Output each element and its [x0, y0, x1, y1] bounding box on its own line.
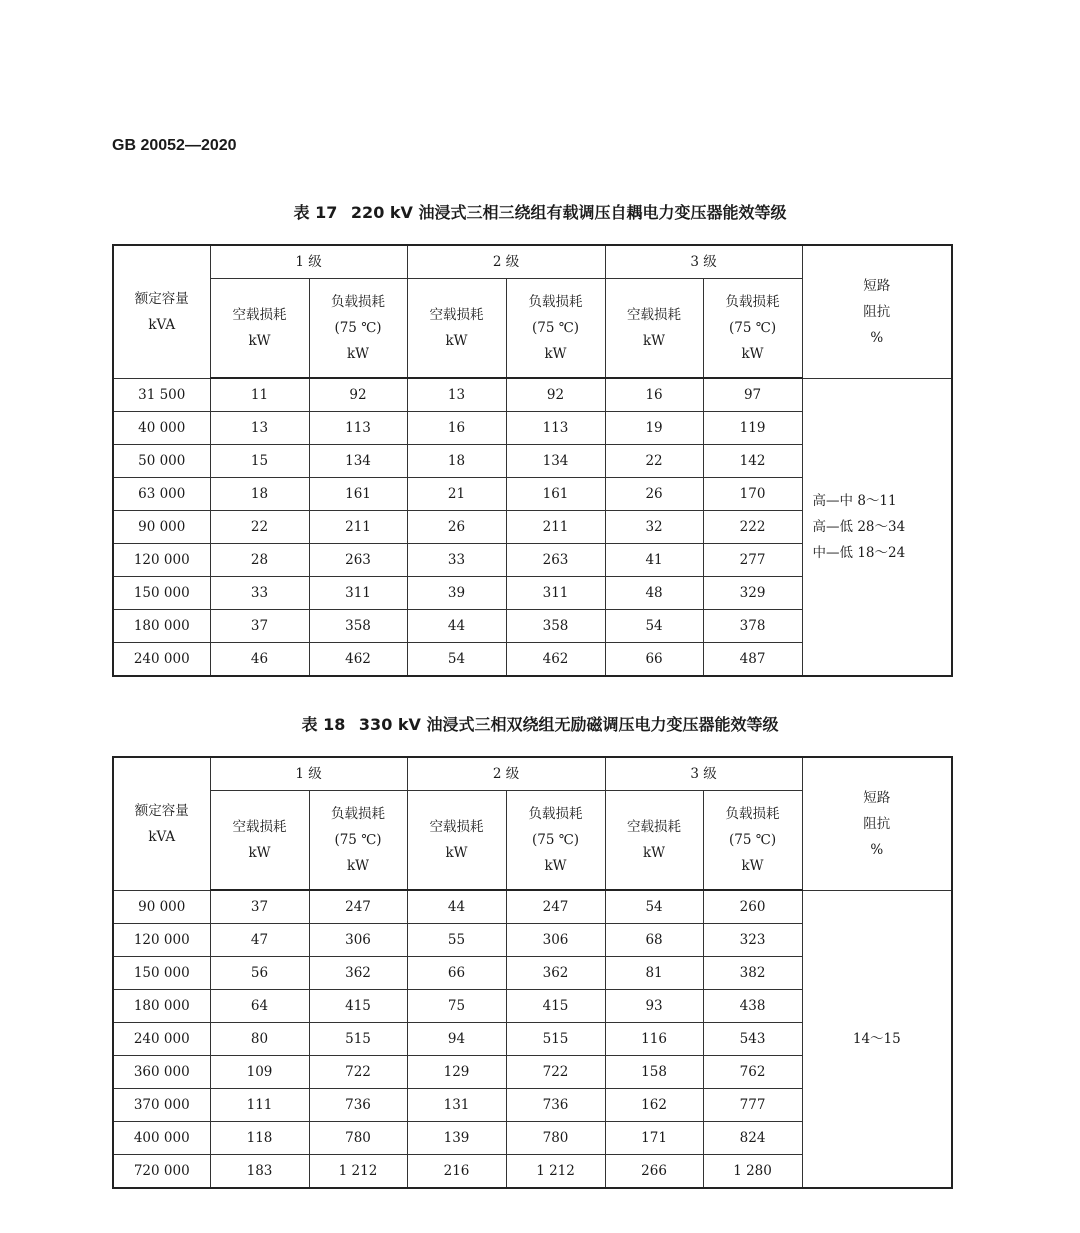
- header-line: kW: [248, 845, 271, 861]
- header-line: kW: [741, 346, 764, 362]
- table-18-caption: [0, 712, 1080, 735]
- table-cell: 97: [703, 378, 802, 412]
- table-cell: 736: [309, 1089, 407, 1122]
- table-cell: 211: [506, 511, 605, 544]
- table-cell: 37: [210, 890, 309, 924]
- table-cell: 515: [309, 1023, 407, 1056]
- table-cell: 777: [703, 1089, 802, 1122]
- header-level-row: [113, 757, 952, 791]
- table-cell: 118: [210, 1122, 309, 1155]
- header-line: 空载损耗: [429, 307, 484, 323]
- table-cell: 360 000: [113, 1056, 210, 1089]
- impedance-header: [802, 757, 952, 890]
- header-line: (75 ℃): [334, 832, 382, 848]
- table-cell: 92: [309, 378, 407, 412]
- table-cell: 18: [210, 478, 309, 511]
- table-cell: 21: [407, 478, 506, 511]
- level-header: 3 级: [605, 245, 802, 279]
- table-cell: 378: [703, 610, 802, 643]
- table-cell: 11: [210, 378, 309, 412]
- header-line: 空载损耗: [232, 819, 287, 835]
- header-line: 额定容量: [134, 290, 189, 307]
- table-cell: 247: [309, 890, 407, 924]
- table-cell: 50 000: [113, 445, 210, 478]
- no-load-loss-header: [407, 279, 506, 379]
- header-line: 负载损耗: [528, 806, 583, 822]
- header-line: (75 ℃): [334, 320, 382, 336]
- table-cell: 48: [605, 577, 703, 610]
- table-cell: 44: [407, 890, 506, 924]
- table-cell: 80: [210, 1023, 309, 1056]
- table-cell: 47: [210, 924, 309, 957]
- table-cell: 824: [703, 1122, 802, 1155]
- table-number: 表 17: [293, 203, 338, 222]
- load-loss-header: [309, 791, 407, 891]
- no-load-loss-header: [605, 791, 703, 891]
- header-line: 空载损耗: [429, 819, 484, 835]
- capacity-header: [113, 757, 210, 890]
- level-header: 2 级: [407, 757, 605, 791]
- table-cell: 41: [605, 544, 703, 577]
- table-title: 330 kV 油浸式三相双绕组无励磁调压电力变压器能效等级: [358, 715, 779, 734]
- table-cell: 13: [210, 412, 309, 445]
- header-line: 负载损耗: [331, 806, 385, 822]
- table-cell: 240 000: [113, 1023, 210, 1056]
- table-number: 表 18: [301, 715, 346, 734]
- table-cell: 116: [605, 1023, 703, 1056]
- table-cell: 462: [506, 643, 605, 677]
- table-cell: 111: [210, 1089, 309, 1122]
- level-header: 1 级: [210, 757, 407, 791]
- table-cell: 142: [703, 445, 802, 478]
- header-line: 负载损耗: [725, 294, 780, 310]
- header-line: 空载损耗: [232, 307, 287, 323]
- table-cell: 32: [605, 511, 703, 544]
- header-line: %: [870, 841, 884, 858]
- impedance-line: 14～15: [852, 1030, 901, 1047]
- header-line: kW: [741, 858, 764, 874]
- table-cell: 260: [703, 890, 802, 924]
- table-cell: 31 500: [113, 378, 210, 412]
- table-cell: 44: [407, 610, 506, 643]
- table-cell: 150 000: [113, 577, 210, 610]
- table-cell: 94: [407, 1023, 506, 1056]
- header-line: kW: [643, 333, 666, 349]
- table-cell: 222: [703, 511, 802, 544]
- table-cell: 216: [407, 1155, 506, 1189]
- impedance-value: [802, 890, 952, 1188]
- table-cell: 323: [703, 924, 802, 957]
- table-cell: 39: [407, 577, 506, 610]
- level-header: 2 级: [407, 245, 605, 279]
- table-cell: 120 000: [113, 924, 210, 957]
- table-cell: 113: [506, 412, 605, 445]
- table-cell: 180 000: [113, 610, 210, 643]
- table-row: [113, 378, 952, 412]
- table-cell: 762: [703, 1056, 802, 1089]
- table-cell: 66: [407, 957, 506, 990]
- header-line: 短路: [863, 277, 891, 294]
- table-cell: 1 280: [703, 1155, 802, 1189]
- table-18: [112, 756, 953, 1189]
- table-cell: 119: [703, 412, 802, 445]
- table-cell: 22: [210, 511, 309, 544]
- table-17: [112, 244, 953, 677]
- table-cell: 90 000: [113, 511, 210, 544]
- table-cell: 311: [506, 577, 605, 610]
- table-cell: 780: [309, 1122, 407, 1155]
- header-line: 空载损耗: [627, 307, 682, 323]
- header-line: kW: [346, 858, 370, 874]
- header-line: kW: [445, 333, 468, 349]
- table-cell: 161: [506, 478, 605, 511]
- table-cell: 129: [407, 1056, 506, 1089]
- load-loss-header: [309, 279, 407, 379]
- table-cell: 28: [210, 544, 309, 577]
- table-cell: 54: [605, 610, 703, 643]
- table-cell: 722: [309, 1056, 407, 1089]
- table-cell: 16: [605, 378, 703, 412]
- table-cell: 306: [309, 924, 407, 957]
- table-cell: 33: [407, 544, 506, 577]
- header-line: kW: [544, 858, 567, 874]
- table-cell: 75: [407, 990, 506, 1023]
- header-line: 负载损耗: [528, 294, 583, 310]
- table-cell: 720 000: [113, 1155, 210, 1189]
- table-cell: 18: [407, 445, 506, 478]
- table-17-caption: [0, 200, 1080, 223]
- table-cell: 139: [407, 1122, 506, 1155]
- table-title: 220 kV 油浸式三相三绕组有载调压自耦电力变压器能效等级: [350, 203, 787, 222]
- standard-number: GB 20052—2020: [112, 137, 237, 154]
- table-cell: 40 000: [113, 412, 210, 445]
- table-cell: 487: [703, 643, 802, 677]
- table-cell: 263: [506, 544, 605, 577]
- header-line: kVA: [148, 828, 176, 845]
- table-cell: 131: [407, 1089, 506, 1122]
- table-cell: 736: [506, 1089, 605, 1122]
- header-line: (75 ℃): [728, 832, 777, 848]
- header-line: kW: [643, 845, 666, 861]
- header-line: kW: [346, 346, 370, 362]
- header-line: 短路: [863, 789, 891, 806]
- table-cell: 170: [703, 478, 802, 511]
- table-cell: 54: [605, 890, 703, 924]
- header-line: kVA: [148, 316, 176, 333]
- table-cell: 37: [210, 610, 309, 643]
- load-loss-header: [703, 791, 802, 891]
- header-line: (75 ℃): [531, 320, 580, 336]
- table-cell: 56: [210, 957, 309, 990]
- table-cell: 780: [506, 1122, 605, 1155]
- table-cell: 263: [309, 544, 407, 577]
- table-cell: 26: [407, 511, 506, 544]
- header-level-row: [113, 245, 952, 279]
- table-cell: 329: [703, 577, 802, 610]
- impedance-header: [802, 245, 952, 378]
- table-cell: 180 000: [113, 990, 210, 1023]
- table-cell: 362: [506, 957, 605, 990]
- table-cell: 247: [506, 890, 605, 924]
- table-cell: 113: [309, 412, 407, 445]
- table-cell: 64: [210, 990, 309, 1023]
- table-cell: 93: [605, 990, 703, 1023]
- load-loss-header: [506, 791, 605, 891]
- no-load-loss-header: [605, 279, 703, 379]
- table-cell: 171: [605, 1122, 703, 1155]
- table-cell: 92: [506, 378, 605, 412]
- table-cell: 16: [407, 412, 506, 445]
- table-cell: 240 000: [113, 643, 210, 677]
- table-cell: 415: [506, 990, 605, 1023]
- table-cell: 543: [703, 1023, 802, 1056]
- table-row: [113, 890, 952, 924]
- table-cell: 415: [309, 990, 407, 1023]
- header-line: kW: [544, 346, 567, 362]
- table-cell: 33: [210, 577, 309, 610]
- level-header: 3 级: [605, 757, 802, 791]
- table-cell: 13: [407, 378, 506, 412]
- table-cell: 358: [309, 610, 407, 643]
- table-cell: 134: [309, 445, 407, 478]
- header-line: 额定容量: [134, 802, 189, 819]
- table-cell: 266: [605, 1155, 703, 1189]
- header-line: %: [870, 329, 884, 346]
- table-cell: 19: [605, 412, 703, 445]
- no-load-loss-header: [210, 791, 309, 891]
- table-cell: 438: [703, 990, 802, 1023]
- table-cell: 382: [703, 957, 802, 990]
- header-line: kW: [445, 845, 468, 861]
- table-cell: 120 000: [113, 544, 210, 577]
- table-cell: 68: [605, 924, 703, 957]
- table-cell: 26: [605, 478, 703, 511]
- header-line: kW: [248, 333, 271, 349]
- header-line: 负载损耗: [331, 294, 385, 310]
- table-cell: 306: [506, 924, 605, 957]
- table-cell: 109: [210, 1056, 309, 1089]
- table-cell: 162: [605, 1089, 703, 1122]
- impedance-line: 中—低 18～24: [812, 544, 906, 561]
- impedance-line: 高—低 28～34: [812, 518, 906, 535]
- header-line: 阻抗: [863, 303, 891, 320]
- table-cell: 158: [605, 1056, 703, 1089]
- table-cell: 54: [407, 643, 506, 677]
- impedance-value: [802, 378, 952, 676]
- table-cell: 515: [506, 1023, 605, 1056]
- level-header: 1 级: [210, 245, 407, 279]
- header-line: (75 ℃): [531, 832, 580, 848]
- table-cell: 722: [506, 1056, 605, 1089]
- table-cell: 462: [309, 643, 407, 677]
- table-cell: 183: [210, 1155, 309, 1189]
- table-cell: 15: [210, 445, 309, 478]
- table-cell: 370 000: [113, 1089, 210, 1122]
- table-cell: 400 000: [113, 1122, 210, 1155]
- table-cell: 1 212: [309, 1155, 407, 1189]
- table-cell: 55: [407, 924, 506, 957]
- no-load-loss-header: [210, 279, 309, 379]
- table-cell: 134: [506, 445, 605, 478]
- table-cell: 161: [309, 478, 407, 511]
- header-line: 负载损耗: [725, 806, 780, 822]
- table-cell: 311: [309, 577, 407, 610]
- header-line: 阻抗: [863, 815, 891, 832]
- table-cell: 63 000: [113, 478, 210, 511]
- load-loss-header: [506, 279, 605, 379]
- no-load-loss-header: [407, 791, 506, 891]
- capacity-header: [113, 245, 210, 378]
- table-cell: 22: [605, 445, 703, 478]
- table-cell: 277: [703, 544, 802, 577]
- table-cell: 211: [309, 511, 407, 544]
- table-cell: 66: [605, 643, 703, 677]
- header-line: 空载损耗: [627, 819, 682, 835]
- table-cell: 46: [210, 643, 309, 677]
- table-cell: 81: [605, 957, 703, 990]
- load-loss-header: [703, 279, 802, 379]
- table-cell: 362: [309, 957, 407, 990]
- header-line: (75 ℃): [728, 320, 777, 336]
- table-cell: 358: [506, 610, 605, 643]
- table-cell: 1 212: [506, 1155, 605, 1189]
- table-cell: 90 000: [113, 890, 210, 924]
- impedance-line: 高—中 8～11: [812, 492, 897, 509]
- table-cell: 150 000: [113, 957, 210, 990]
